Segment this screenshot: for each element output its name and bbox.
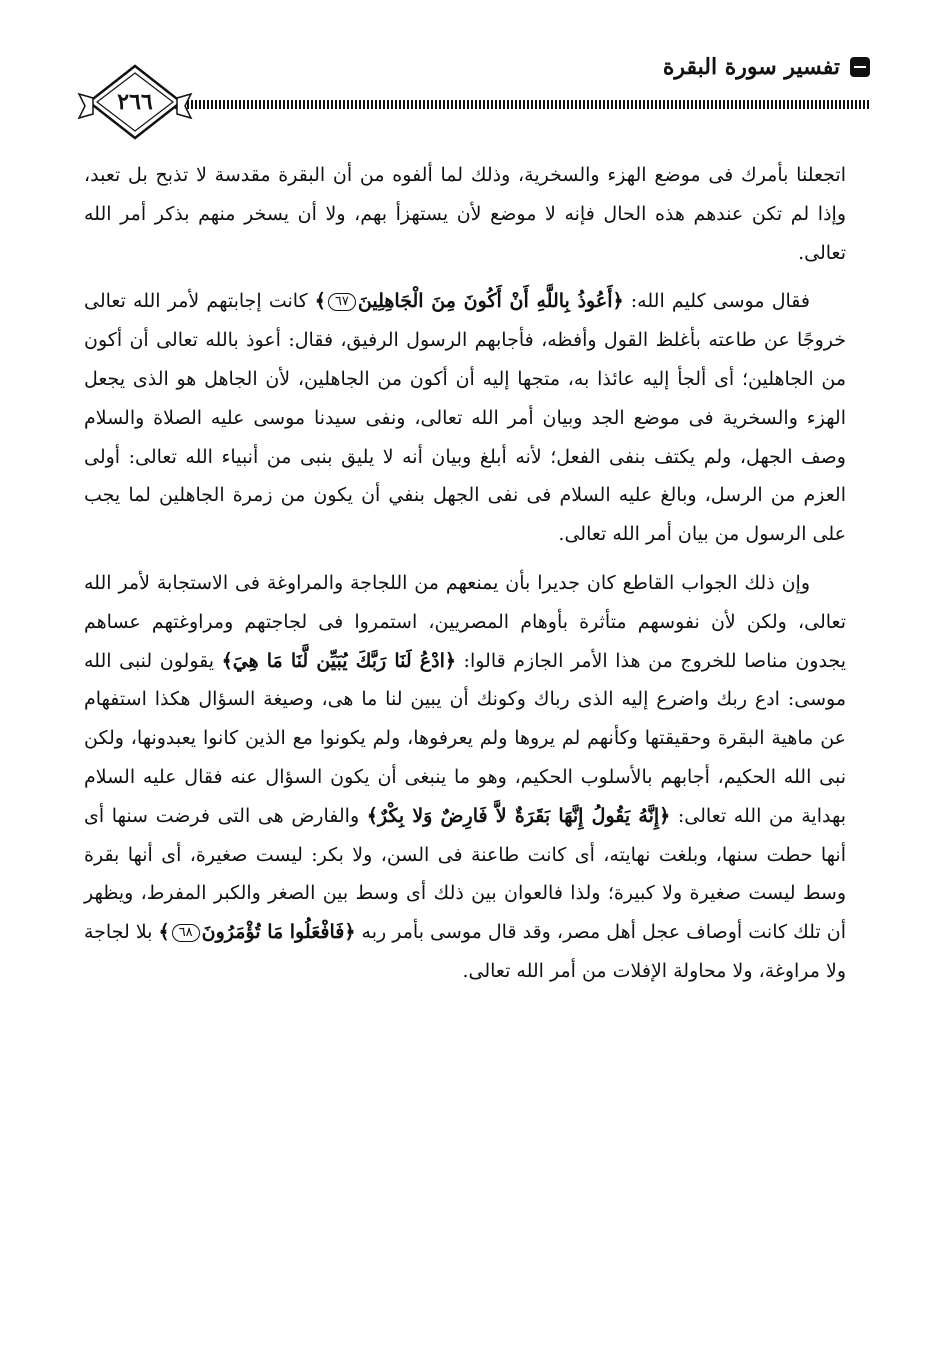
running-title: تفسير سورة البقرة	[662, 54, 840, 80]
quran-verse: ﴿فَافْعَلُوا مَا تُؤْمَرُونَ	[201, 921, 356, 944]
paragraph-text: والفارض هى التى فرضت سنها أى أنها حطت سنها، وبلغت نهايته، أى كانت طاعنة فى السن، ولا بكر: ليست صغيرة، أى أنها بقرة وسط ليست صغيرة ولا كبيرة؛ ولذا فالعوان بين ذلك أى وسط بين الصغر والكبر المفرط، ويظهر أن تلك كانت أوصاف عجل أهل مصر، وقد قال موسى بأمر ربه	[84, 804, 846, 944]
body-text	[84, 156, 846, 991]
verse-number: ٦٧	[328, 293, 356, 311]
quran-verse: ﴿ادْعُ لَنَا رَبَّكَ يُبَيِّن لَّنَا مَا هِيَ﴾	[221, 649, 456, 672]
paragraph-text: كانت إجابتهم لأمر الله تعالى خروجًا عن طاعته بأغلظ القول وأفظه، فأجابهم الرسول الرفيق، فقال: أعوذ بالله تعالى أن أكون من الجاهلين؛ أى ألجأ إليه عائذا به، متجها إليه أن أكون من الجاهلين، لأن الجاهل هو الذى يجعل الهزء والسخرية فى موضع الجد وبيان أمر الله تعالى، ونفى سيدنا موسى عليه الصلاة والسلام وصف الجهل، ولم يكتف بنفى الفعل؛ لأنه أبلغ وبيان أنه لا يليق بنبى من أنبياء الله تعالى: أولى العزم من الرسل، وبالغ عليه السلام فى نفى الجهل بنفي أن يكون من زمرة الجاهلين لما يجب على الرسول من بيان أمر الله تعالى.	[84, 290, 846, 546]
page-number-badge	[75, 64, 195, 142]
quran-verse: ﴾	[314, 290, 326, 313]
paragraph-3	[84, 564, 846, 991]
quran-verse: ﴾	[158, 921, 170, 944]
paragraph-1	[84, 156, 846, 272]
page-number: ٢٦٦	[117, 89, 153, 115]
paragraph-text: بلا لجاجة ولا مراوغة، ولا محاولة الإفلات من أمر الله تعالى.	[84, 921, 846, 982]
verse-number: ٦٨	[172, 924, 200, 942]
paragraph-2	[84, 282, 846, 554]
header-rule	[175, 100, 870, 109]
quran-verse: ﴿أَعُوذُ بِاللَّهِ أَنْ أَكُونَ مِنَ الْجَاهِلِينَ	[357, 290, 624, 313]
page-header	[75, 40, 870, 150]
paragraph-text: وإن ذلك الجواب القاطع كان جديرا بأن يمنعهم من اللجاجة والمراوغة فى الاستجابة لأمر الله تعالى، ولكن لأن نفوسهم متأثرة بأوهام المصريين، استمروا فى لجاجتهم ومراوغتهم عساهم يجدون مناصا للخروج من هذا الأمر الجازم قالوا:	[84, 571, 846, 672]
paragraph-text: فقال موسى كليم الله:	[623, 290, 810, 313]
running-header	[663, 54, 870, 80]
header-ornament-icon	[850, 57, 870, 77]
paragraph-text: اتجعلنا بأمرك فى موضع الهزء والسخرية، وذلك لما ألفوه من أن البقرة مقدسة لا تذبح بل تعبد، وإذا لم تكن عندهم هذه الحال فإنه لا موضع لأن يستهزأ بهم، ولا أن يسخر منهم بذكر أمر الله تعالى.	[84, 164, 846, 264]
paragraph-text: يقولون لنبى الله موسى: ادع ربك واضرع إليه الذى رباك وكونك أن يبين لنا ما هى، وصيغة السؤال هكذا استفهام عن ماهية البقرة وحقيقتها وكأنهم لم يروها ولم يعرفوها، ولم يكونوا مع الذين كانوا يعبدونها، ولكن نبى الله الحكيم، أجابهم بالأسلوب الحكيم، وهو ما ينبغى أن يكون السؤال عنه فقال عليه السلام بهداية من الله تعالى:	[84, 649, 847, 827]
quran-verse: ﴿إِنَّهُ يَقُولُ إِنَّهَا بَقَرَةٌ لاَّ فَارِضٌ وَلا بِكْرٌ﴾	[366, 804, 671, 827]
